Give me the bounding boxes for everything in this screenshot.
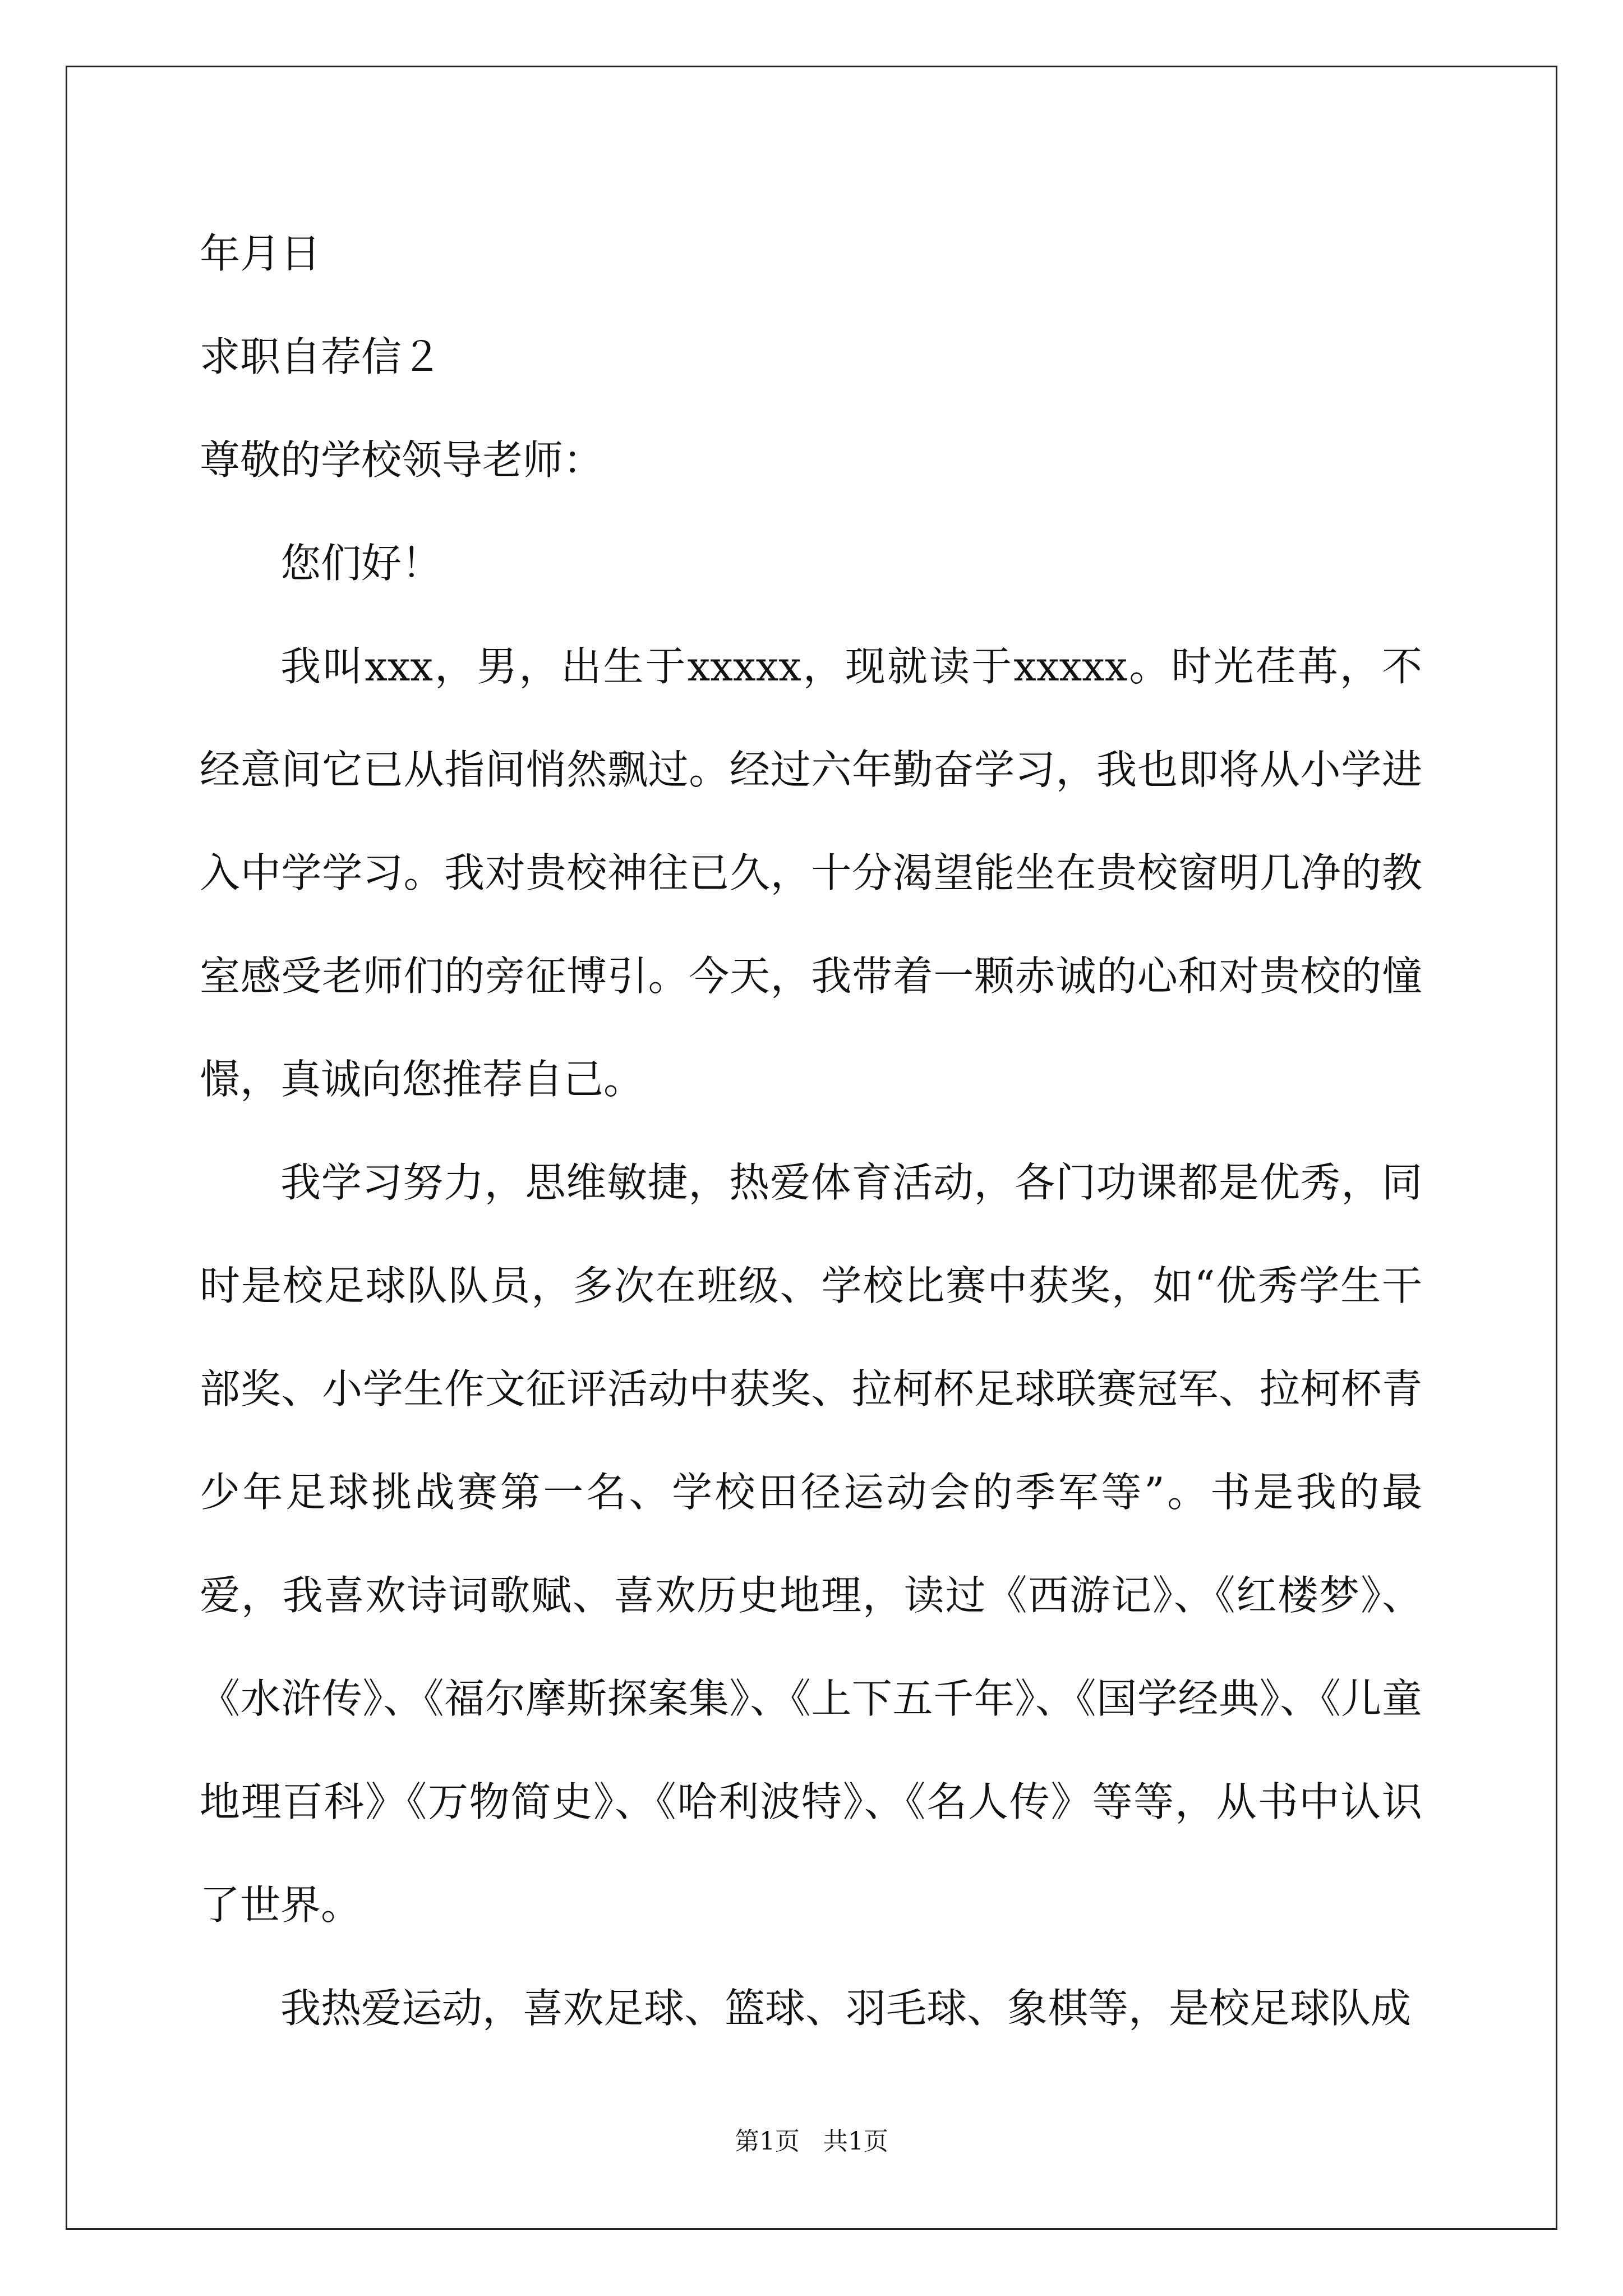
paragraph-achievements: 我学习努力，思维敏捷，热爱体育活动，各门功课都是优秀，同时是校足球队队员，多次在班级、学校比赛中获奖，如“优秀学生干部奖、小学生作文征评活动中获奖、拉柯杯足球联赛冠军、拉柯杯青少年足球挑战赛第一名、学校田径运动会的季军等”。书是我的最爱，我喜欢诗词歌赋、喜欢历史地理，读过《西游记》、《红楼梦》、《水浒传》、《福尔摩斯探案集》、《上下五千年》、《国学经典》、《儿童地理百科》《万物简史》、《哈利波特》、《名人传》等等，从书中认识了世界。 xyxy=(200,1159,1422,1929)
paragraph-introduction: 我叫xxx，男，出生于xxxxx，现就读于xxxxx。时光荏苒，不经意间它已从指间悄然飘过。经过六年勤奋学习，我也即将从小学进入中学学习。我对贵校神往已久，十分渴望能坐在贵校窗明几净的教室感受老师们的旁征博引。今天，我带着一颗赤诚的心和对贵校的憧憬，真诚向您推荐自己。 xyxy=(200,643,1422,1103)
letter-heading: 求职自荐信２ xyxy=(200,333,442,380)
page-number-footer: 第1页 共1页 xyxy=(735,2127,888,2156)
greeting: 您们好！ xyxy=(280,540,442,587)
date-line: 年月日 xyxy=(200,230,321,277)
salutation: 尊敬的学校领导老师： xyxy=(200,436,604,484)
paragraph-hobbies: 我热爱运动，喜欢足球、篮球、羽毛球、象棋等，是校足球队成 xyxy=(280,1985,1412,2032)
document-body xyxy=(200,202,1422,2060)
